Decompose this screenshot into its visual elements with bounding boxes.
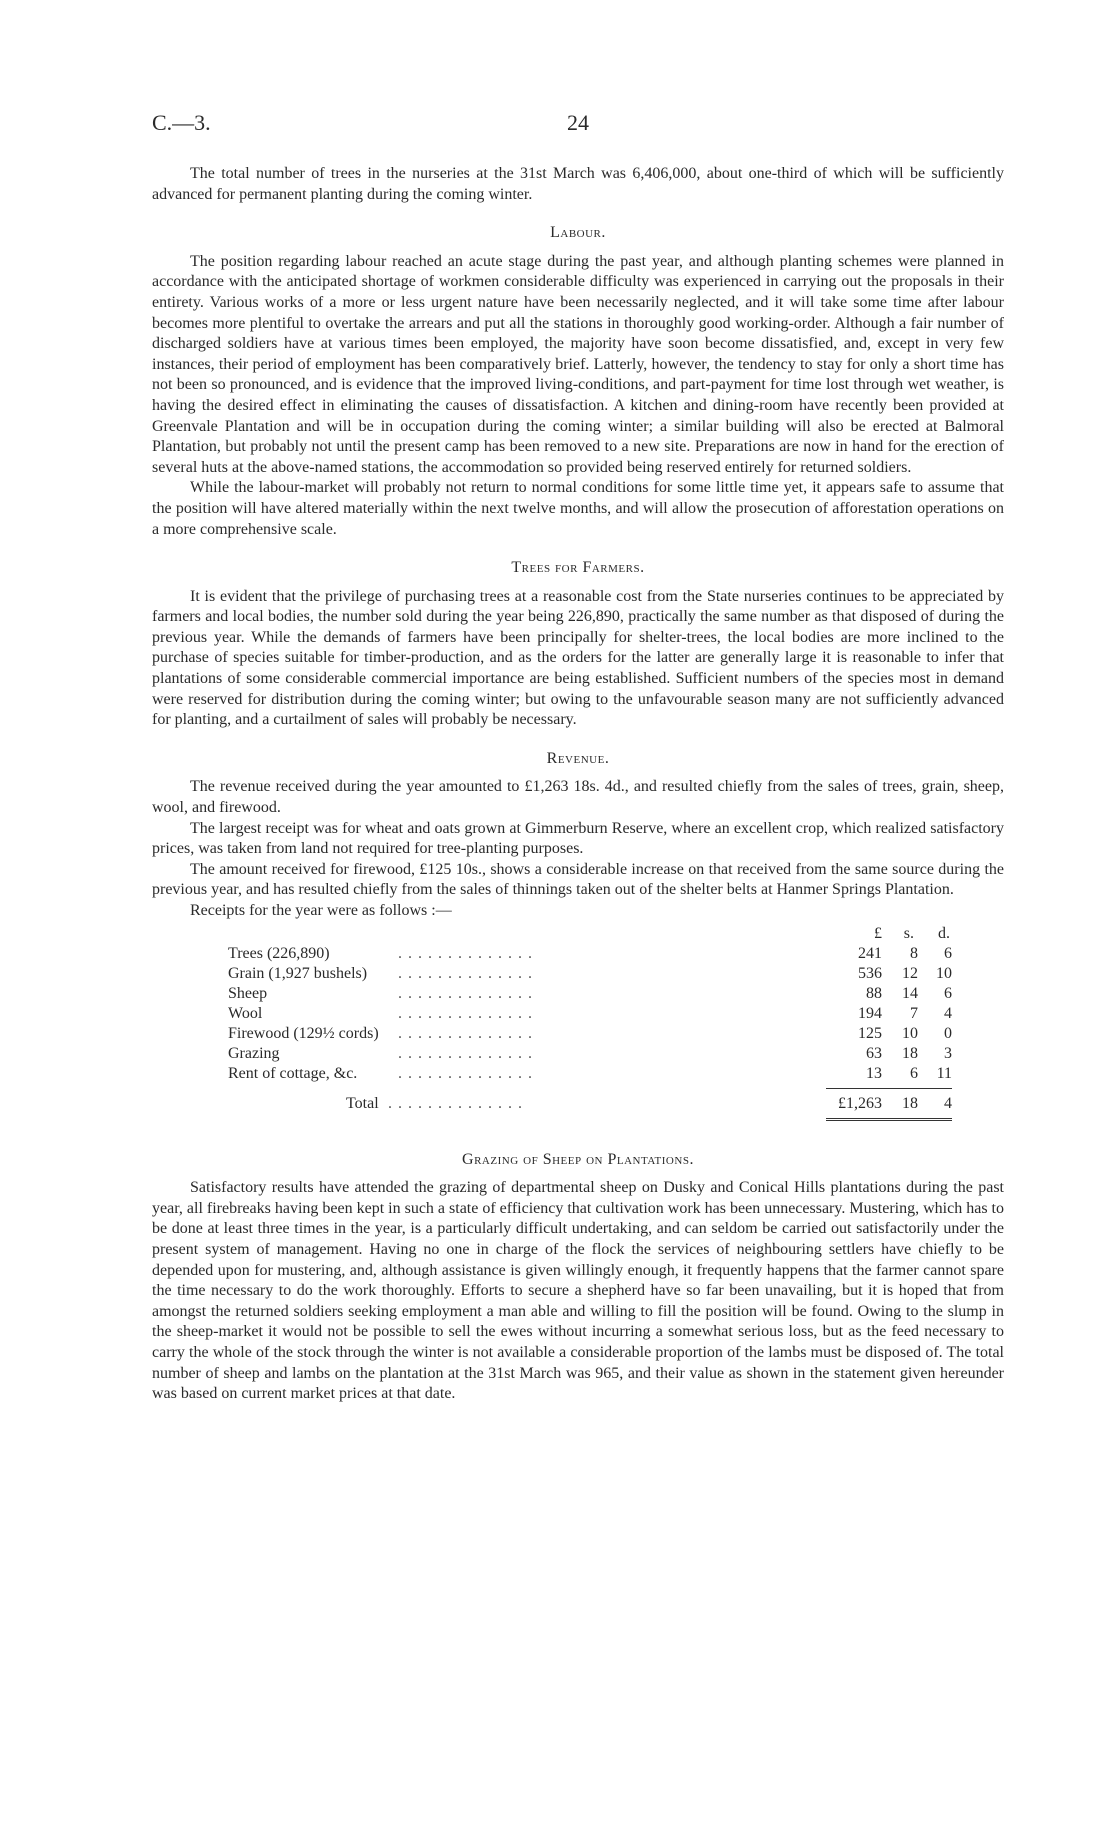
receipt-shillings: 12 (902, 964, 918, 982)
dot-leaders: . . . . . . . . . . . . . . (398, 984, 533, 1002)
receipts-table (152, 924, 1004, 1132)
revenue-paragraph-3: The amount received for firewood, £125 10s., shows a considerable increase on that received from the same source during the previous year, and has resulted chiefly from the sales of thinnings taken out of the shelter belts at Hanmer Springs Plantation. (152, 860, 1004, 899)
receipt-shillings: 10 (902, 1024, 918, 1042)
page-number: 24 (567, 110, 589, 135)
pence-column-header: d. (938, 924, 950, 942)
grazing-heading: Grazing of Sheep on Plantations. (462, 1150, 694, 1168)
receipt-shillings: 18 (902, 1044, 918, 1062)
receipt-label: Wool (228, 1004, 266, 1025)
pounds-column-header: £ (874, 924, 882, 942)
dot-leaders: . . . . . . . . . . . . . . (398, 964, 533, 982)
receipt-label: Sheep (228, 984, 271, 1005)
receipts-row (228, 964, 952, 984)
subtotal-rule (826, 1088, 952, 1089)
dot-leaders: . . . . . . . . . . . . . . (398, 1004, 533, 1022)
dot-leaders: . . . . . . . . . . . . . . (388, 1094, 523, 1112)
receipt-pence: 6 (944, 944, 952, 962)
receipt-shillings: 7 (910, 1004, 918, 1022)
revenue-paragraph-2: The largest receipt was for wheat and oats grown at Gimmerburn Reserve, where an excellent crop, which realized satisfactory prices, was taken from land not required for tree-planting purposes. (152, 819, 1004, 858)
labour-paragraph-1: The position regarding labour reached an acute stage during the past year, and although planting schemes were planned in accordance with the anticipated shortage of workmen considerable difficulty was experienced in carrying out the proposals in their entirety. Various works of a more or less urgent nature have been necessarily neglected, and it will take some time after labour becomes more plentiful to overtake the arrears and put all the stations in thoroughly good working-order. Although a fair number of discharged soldiers have at various times been employed, the majority have soon become dissatisfied, and, except in very few instances, their period of employment has been comparatively brief. Latterly, however, the tendency to stay for only a short time has not been so pronounced, and is evidence that the improved living-conditions, and part-payment for time lost through wet weather, is having the desired effect in eliminating the causes of dissatisfaction. A kitchen and dining-room have recently been provided at Greenvale Plantation and will be in occupation during the coming winter; a similar building will also be erected at Balmoral Plantation, but probably not until the present camp has been removed to a new site. Preparations are now in hand for the erection of several huts at the above-named stations, the accommodation so provided being reserved entirely for returned soldiers. (152, 252, 1004, 476)
receipt-pounds: 194 (858, 1004, 882, 1022)
receipt-pence: 0 (944, 1024, 952, 1042)
receipt-shillings: 6 (910, 1064, 918, 1082)
document-reference: C.—3. (152, 110, 211, 135)
dot-leaders: . . . . . . . . . . . . . . (398, 1024, 533, 1042)
dot-leaders: . . . . . . . . . . . . . . (398, 944, 533, 962)
receipts-row (228, 1004, 952, 1024)
receipt-label: Rent of cottage, &c. (228, 1064, 361, 1085)
receipts-row (228, 1044, 952, 1064)
total-label: Total (346, 1094, 383, 1115)
receipt-pounds: 241 (858, 944, 882, 962)
receipts-row (228, 944, 952, 964)
total-double-rule (826, 1118, 952, 1121)
receipt-shillings: 8 (910, 944, 918, 962)
receipt-label: Grain (1,927 bushels) (228, 964, 371, 985)
receipt-label: Grazing (228, 1044, 284, 1065)
receipts-column-headers (826, 924, 952, 944)
page-body (152, 164, 1004, 1405)
receipts-total-row (228, 1094, 952, 1114)
total-shillings: 18 (902, 1094, 918, 1112)
receipt-pence: 10 (936, 964, 952, 982)
dot-leaders: . . . . . . . . . . . . . . (398, 1044, 533, 1062)
receipt-pounds: 125 (858, 1024, 882, 1042)
receipt-pence: 4 (944, 1004, 952, 1022)
total-pounds: £1,263 (838, 1094, 882, 1112)
dot-leaders: . . . . . . . . . . . . . . (398, 1064, 533, 1082)
receipt-pounds: 536 (858, 964, 882, 982)
trees-for-farmers-heading: Trees for Farmers. (511, 559, 645, 577)
receipts-row (228, 984, 952, 1004)
receipt-pence: 6 (944, 984, 952, 1002)
receipt-pounds: 13 (866, 1064, 882, 1082)
receipts-row (228, 1064, 952, 1084)
intro-paragraph: The total number of trees in the nurseries at the 31st March was 6,406,000, about one-third of which will be sufficiently advanced for permanent planting during the coming winter. (152, 165, 1004, 203)
revenue-heading: Revenue. (546, 749, 610, 767)
revenue-paragraph-4: Receipts for the year were as follows :— (190, 902, 452, 919)
receipt-label: Firewood (129½ cords) (228, 1024, 383, 1045)
trees-for-farmers-paragraph: It is evident that the privilege of purchasing trees at a reasonable cost from the State nurseries continues to be appreciated by farmers and local bodies, the number sold during the year being 226,890, practically the same number as that disposed of during the previous year. While the demands of farmers have been principally for shelter-trees, the local bodies are more inclined to the purchase of species suitable for timber-production, and as the orders for the latter are generally large it is reasonable to infer that plantations of some considerable commercial importance are being established. Sufficient numbers of the species most in demand were reserved for distribution during the coming winter; but owing to the unfavourable season many are not sufficiently advanced for planting, and a curtailment of sales will probably be necessary. (152, 587, 1004, 729)
shillings-column-header: s. (903, 924, 914, 942)
receipt-shillings: 14 (902, 984, 918, 1002)
page-header (152, 110, 1002, 140)
labour-paragraph-2: While the labour-market will probably not return to normal conditions for some little time yet, it appears safe to assume that the position will have altered materially within the next twelve months, and will allow the prosecution of afforestation operations on a more comprehensive scale. (152, 479, 1004, 538)
receipt-label: Trees (226,890) (228, 944, 334, 965)
receipt-pounds: 88 (866, 984, 882, 1002)
receipt-pounds: 63 (866, 1044, 882, 1062)
labour-heading: Labour. (550, 224, 606, 242)
grazing-paragraph: Satisfactory results have attended the grazing of departmental sheep on Dusky and Conical Hills plantations during the past year, all firebreaks having been kept in such a state of efficiency that cultivation work has been unnecessary. Mustering, which has to be done at least three times in the year, is a particularly difficult undertaking, and can seldom be carried out satisfactorily under the present system of management. Having no one in charge of the flock the services of neighbouring settlers have chiefly to be depended upon for mustering, and, although assistance is given willingly enough, it frequently happens that the farmer cannot spare the time necessary to do the work thoroughly. Efforts to secure a shepherd have so far been unavailing, but it is hoped that from amongst the returned soldiers seeking employment a man able and willing to fill the position will be found. Owing to the slump in the sheep-market it would not be possible to sell the ewes without incurring a somewhat serious loss, but as the feed necessary to carry the whole of the stock through the winter is not available a considerable proportion of the lambs must be disposed of. The total number of sheep and lambs on the plantation at the 31st March was 965, and their value as shown in the statement given hereunder was based on current market prices at that date. (152, 1179, 1004, 1403)
receipt-pence: 3 (944, 1044, 952, 1062)
receipt-pence: 11 (936, 1064, 952, 1082)
receipts-row (228, 1024, 952, 1044)
revenue-paragraph-1: The revenue received during the year amounted to £1,263 18s. 4d., and resulted chiefly from the sales of trees, grain, sheep, wool, and firewood. (152, 778, 1004, 817)
total-pence: 4 (944, 1094, 952, 1112)
